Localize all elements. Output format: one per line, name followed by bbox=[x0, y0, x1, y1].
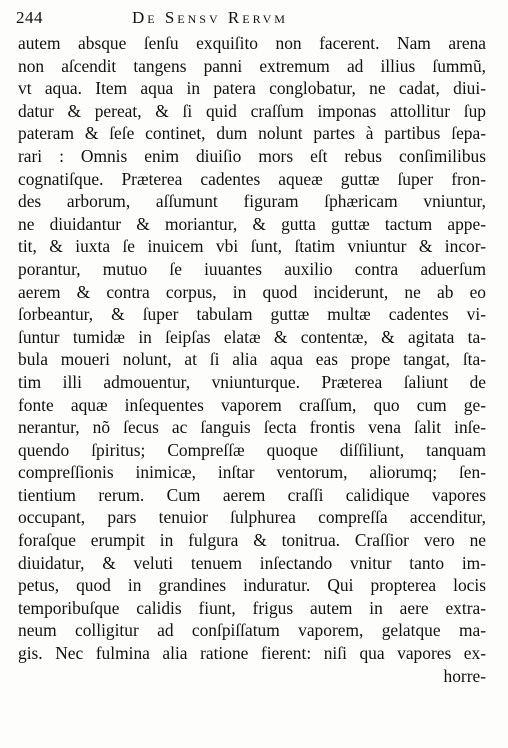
text-line: tim illi admouentur, vniunturque. Præterea ſaliunt de bbox=[18, 371, 486, 392]
text-line: neum colligitur ad conſpiſſatum vaporem, gelatque ma- bbox=[18, 620, 486, 641]
text-line: nerantur, nõ ſecus ac ſanguis ſecta frontis vena ſalit inſe- bbox=[18, 417, 486, 438]
running-head: De Sensv Rervm bbox=[132, 8, 288, 27]
text-line: pateram & ſeſe continet, dum nolunt partes à partibus ſepa- bbox=[18, 123, 486, 144]
text-line: rari : Omnis enim diuiſio mors eſt rebus conſimilibus bbox=[18, 145, 486, 166]
text-line: porantur, mutuo ſe iuuantes auxilio contra aduerſum bbox=[18, 258, 486, 279]
text-line: ſuntur tumidæ in ſeipſas elatæ & contentæ, & agitata ta- bbox=[18, 326, 486, 347]
text-line: datur & pereat, & ſi quid craſſum imponas attollitur ſup bbox=[18, 100, 486, 121]
text-line: ne diuidantur & moriantur, & gutta guttæ tactum appe- bbox=[18, 213, 486, 234]
text-line: occupant, pars tenuior ſulphurea compreſſa accenditur, bbox=[18, 507, 486, 528]
text-line: bula moueri nolunt, at ſi alia aqua eas prope tangat, ſta- bbox=[18, 349, 486, 370]
text-line: vt aqua. Item aqua in patera conglobatur, ne cadat, diui- bbox=[18, 78, 486, 99]
text-line: aerem & contra corpus, in quod inciderunt, ne ab eo bbox=[18, 281, 486, 302]
text-line: foraſque erumpit in fulgura & tonitrua. Craſſior vero ne bbox=[18, 530, 486, 551]
page-number: 244 bbox=[16, 8, 43, 27]
text-line: gis. Nec fulmina alia ratione fierent: niſi qua vapores ex- bbox=[18, 643, 486, 664]
text-line: fonte aquæ inſequentes vaporem craſſum, quo cum ge- bbox=[18, 394, 486, 415]
text-line: compreſſionis inimicæ, inſtar ventorum, aliorumq; ſen- bbox=[18, 462, 486, 483]
text-line: autem absque ſenſu exquiſito non facerent. Nam arena bbox=[18, 33, 486, 53]
page-header bbox=[16, 8, 496, 32]
text-line: des arborum, aſſumunt figuram ſphæricam vniuntur, bbox=[18, 191, 486, 212]
text-line: cognatiſque. Præterea cadentes aqueæ guttæ ſuper fron- bbox=[18, 168, 486, 189]
text-line: tientium rerum. Cum aerem craſſi calidique vapores bbox=[18, 484, 486, 505]
text-line: tit, & iuxta ſe inuicem vbi ſunt, ſtatim vniuntur & incor- bbox=[18, 236, 486, 257]
body-text bbox=[18, 32, 486, 687]
catchword: horre- bbox=[443, 665, 486, 686]
text-line: ſorbeantur, & ſuper tabulam guttæ multæ cadentes vi- bbox=[18, 304, 486, 325]
text-line: quendo ſpiritus; Compreſſæ quoque diſſiliunt, tanquam bbox=[18, 439, 486, 460]
text-line: non aſcendit tangens panni extremum ad illius ſummũ, bbox=[18, 55, 486, 76]
text-line: petus, quod in grandines induratur. Qui propterea locis bbox=[18, 575, 486, 596]
text-line: diuidatur, & veluti tenuem inſectando vnitur tanto im- bbox=[18, 552, 486, 573]
text-line: temporibuſque calidis fiunt, frigus autem in aere extra- bbox=[18, 597, 486, 618]
